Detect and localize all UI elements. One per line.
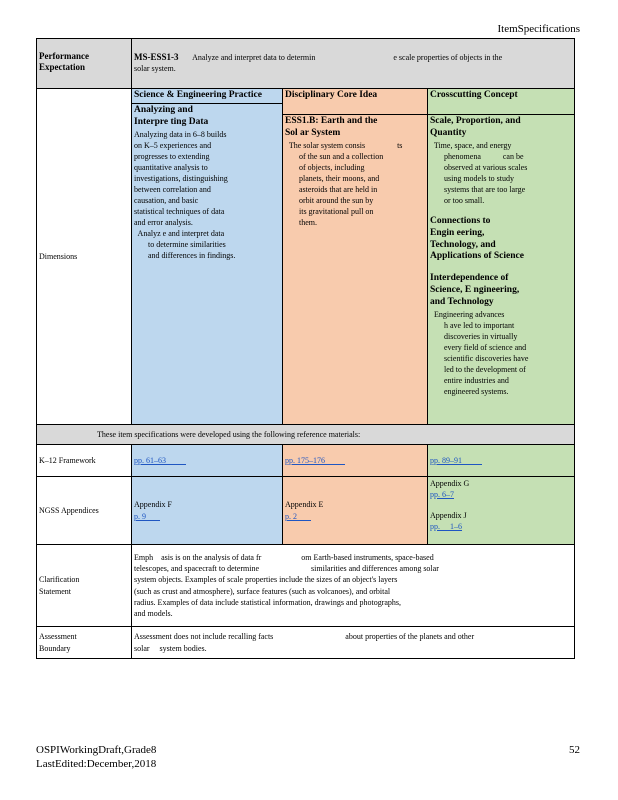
sep-heading: Science & Engineering Practice	[134, 90, 262, 100]
header-title: ItemSpecifications	[497, 23, 580, 35]
dimensions-row	[37, 89, 575, 425]
ccc-bullet2-line: h ave led to important	[444, 320, 515, 330]
dci-title-line1: ESS1.B: Earth and the	[285, 115, 378, 126]
pe-text-part3: solar system.	[134, 64, 176, 74]
k12-ccc-link[interactable]: pp. 89–91	[430, 455, 462, 465]
ngss-label: NGSS Appendices	[37, 477, 132, 545]
pe-label-cell	[37, 39, 132, 89]
k12-sep-link[interactable]: pp. 61–63	[134, 455, 166, 465]
assessment-line: Assessment does not include recalling facts about properties of the planets and other	[134, 632, 475, 642]
item-spec-table	[36, 38, 575, 659]
pe-label-line1: Performance	[39, 51, 89, 61]
ccc-interdependence-heading	[430, 273, 572, 309]
sep-body-line: on K–5 experiences and	[134, 140, 212, 150]
performance-expectation-row	[37, 39, 575, 89]
ccc-bullet2-line: led to the development of	[444, 365, 526, 375]
ccc-bullet2: Engineering advances	[430, 309, 505, 319]
ccc-bullet: Time, space, and energy	[430, 140, 512, 150]
ccc-connections-heading	[430, 216, 572, 264]
sep-title-line1: Analyzing and	[134, 104, 193, 115]
pe-text-cell	[132, 39, 575, 89]
ccc-conn-line: Connections to	[430, 215, 491, 226]
ccc-inter-line: Interdependence of	[430, 273, 509, 284]
pe-code: MS-ESS1-3	[134, 52, 179, 62]
ccc-conn-line: Engin eering,	[430, 227, 485, 238]
assessment-line: solar system bodies.	[134, 643, 207, 653]
sep-body-line: and error analysis.	[134, 217, 193, 227]
pe-text-part2: e scale properties of objects in the	[393, 53, 503, 62]
assessment-text	[132, 627, 575, 659]
sep-title-line2: Interpre ting Data	[134, 116, 209, 127]
ccc-heading: Crosscutting Concept	[430, 90, 518, 100]
dci-title-line2: Sol ar System	[285, 127, 341, 138]
sep-body-line: Analyzing data in 6–8 builds	[134, 129, 227, 139]
ccc-title-line1: Scale, Proportion, and	[430, 115, 521, 126]
ccc-conn-line: Technology, and	[430, 239, 496, 250]
sep-body-line: progresses to extending	[134, 151, 210, 161]
k12-label: K–12 Framework	[37, 445, 132, 477]
reference-note: These item specifications were developed using the following reference materials:	[37, 425, 575, 445]
footer-edited: LastEdited:December,2018	[36, 757, 157, 770]
ngss-dci-link[interactable]: p. 2	[285, 511, 297, 521]
ccc-bullet-line: systems that are too large	[444, 184, 526, 194]
clarification-line: radius. Examples of data include statistical information, drawings and photographs,	[134, 597, 402, 607]
ccc-bullet2-line: engineered systems.	[444, 387, 509, 397]
sep-body-line: quantitative analysis to	[134, 162, 208, 172]
ccc-bullet-line: observed at various scales	[444, 162, 528, 172]
sep-bullet: Analyz e and interpret data	[134, 228, 225, 238]
ccc-title-line2: Quantity	[430, 127, 467, 138]
sep-body-line: investigations, distinguishing	[134, 173, 228, 183]
pe-label-line2: Expectation	[39, 61, 85, 72]
ngss-appendices-row	[37, 477, 575, 545]
ngss-ccc-link-j[interactable]: pp. 1–6	[430, 522, 462, 532]
sep-bullet-line: to determine similarities	[148, 239, 226, 249]
clarification-line: and models.	[134, 608, 173, 618]
clarification-line: system objects. Examples of scale properties include the sizes of an object's layers	[134, 575, 398, 585]
ccc-bullet2-line: every field of science and	[444, 343, 527, 353]
ngss-ccc-appendix-g: Appendix G	[430, 479, 470, 488]
footer-draft: OSPIWorkingDraft,Grade8	[36, 744, 157, 756]
ccc-conn-line: Applications of Science	[430, 251, 524, 262]
ccc-inter-line: Science, E ngineering,	[430, 285, 520, 296]
page-number: 52	[569, 744, 580, 756]
ccc-bullet2-line: discoveries in virtually	[444, 332, 518, 341]
dci-bullet-line: of the sun and a collection	[299, 151, 384, 161]
sep-body-line: statistical techniques of data	[134, 206, 225, 216]
dci-bullet-line: asteroids that are held in	[299, 184, 378, 194]
dci-cell	[283, 89, 428, 425]
k12-framework-row	[37, 445, 575, 477]
k12-dci-link[interactable]: pp. 175–176	[285, 455, 325, 465]
clarification-line: Emph asis is on the analysis of data fr om Earth-based instruments, space-based	[134, 553, 434, 563]
ccc-bullet2-line: scientific discoveries have	[444, 354, 529, 364]
dci-heading: Disciplinary Core Idea	[285, 90, 378, 100]
dimensions-label: Dimensions	[37, 89, 132, 425]
footer-left	[36, 744, 156, 772]
dci-bullet: The solar system consis ts	[285, 140, 403, 150]
sep-cell	[132, 89, 283, 425]
pe-text-part1: Analyze and interpret data to determin	[192, 53, 316, 62]
dci-bullet-line: of objects, including	[299, 162, 365, 172]
sep-body-line: causation, and basic	[134, 195, 199, 205]
clarification-row	[37, 545, 575, 627]
clarification-label: Clarification Statement	[37, 545, 132, 627]
dci-bullet-line: its gravitational pull on	[299, 206, 374, 216]
dci-bullet-line: orbit around the sun by	[299, 195, 374, 205]
ccc-bullet-line: using models to study	[444, 173, 515, 183]
ccc-bullet-line: phenomena can be	[444, 151, 524, 161]
assessment-row	[37, 627, 575, 659]
ccc-bullet-line: or too small.	[444, 195, 485, 205]
ngss-dci-appendix: Appendix E	[285, 500, 324, 510]
ngss-sep-link[interactable]: p. 9	[134, 511, 146, 521]
ngss-ccc-appendix-j: Appendix J	[430, 511, 467, 521]
ccc-bullet2-line: entire industries and	[444, 376, 509, 386]
sep-body-line: between correlation and	[134, 184, 211, 194]
ccc-inter-line: and Technology	[430, 297, 494, 308]
assessment-label: Assessment Boundary	[37, 627, 132, 659]
ngss-ccc-link-g[interactable]: pp. 6–7	[430, 490, 454, 500]
sep-bullet-line: and differences in findings.	[148, 250, 236, 260]
reference-note-row	[37, 425, 575, 445]
clarification-line: telescopes, and spacecraft to determine similarities and differences among solar	[134, 564, 439, 574]
clarification-line: (such as crust and atmosphere), surface features (such as volcanoes), and orbital	[134, 586, 391, 596]
dci-bullet-line: planets, their moons, and	[299, 173, 380, 183]
sep-body	[134, 129, 280, 228]
ccc-cell	[428, 89, 575, 425]
dci-bullet-line: them.	[299, 217, 317, 227]
ngss-sep-appendix: Appendix F	[134, 500, 172, 510]
clarification-text	[132, 545, 575, 627]
